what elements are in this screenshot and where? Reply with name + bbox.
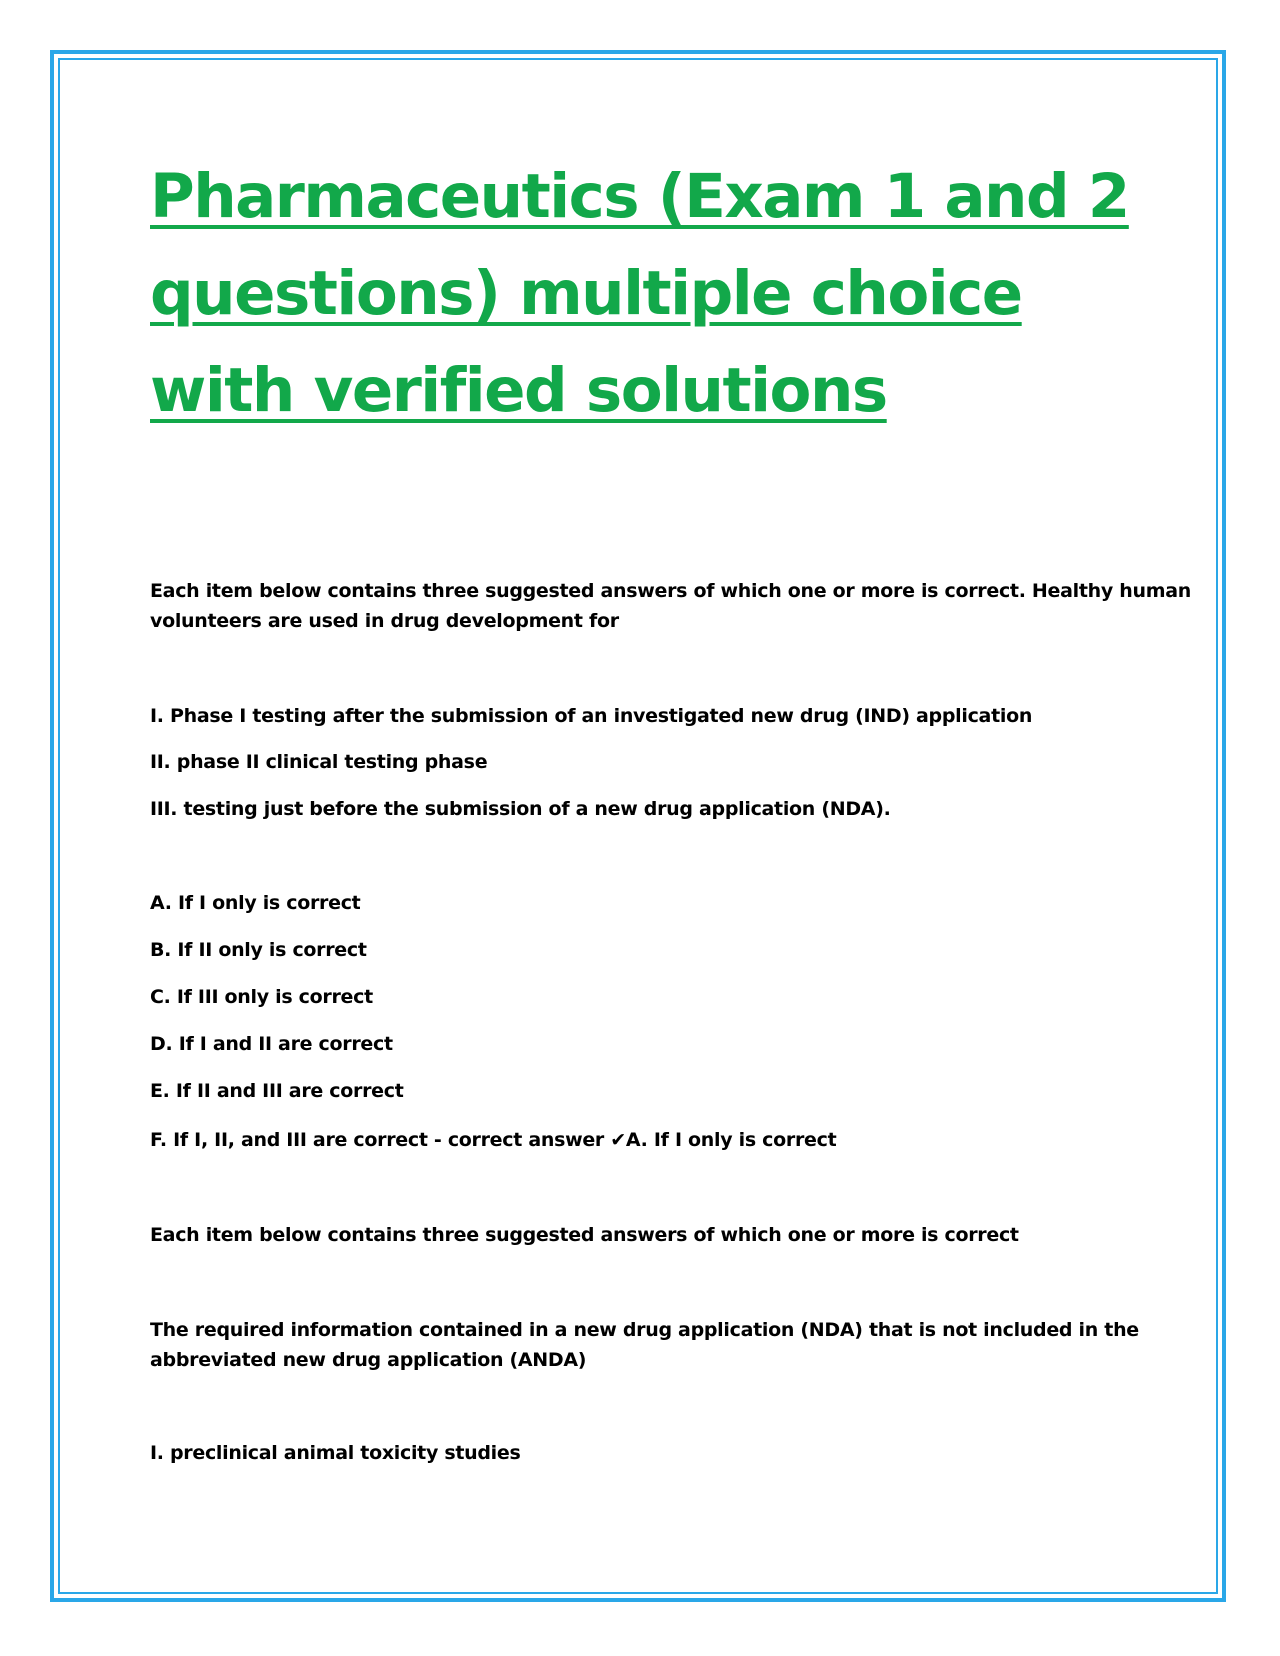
question-1-statement-3: III. testing just before the submission of a new drug application (NDA). xyxy=(150,798,891,820)
title-line-2: questions) multiple choice xyxy=(150,258,1022,329)
question-1-option-f-answer: F. If I, II, and III are correct - correct answer ✔A. If I only is correct xyxy=(150,1129,837,1151)
question-1-statement-1: I. Phase I testing after the submission of an investigated new drug (IND) application xyxy=(150,705,1033,727)
question-1-intro-line-2: volunteers are used in drug development for xyxy=(150,610,619,632)
document-title xyxy=(150,148,1150,439)
title-line-1: Pharmaceutics (Exam 1 and 2 xyxy=(150,161,1129,232)
question-1-option-b: B. If II only is correct xyxy=(150,939,367,961)
question-2-text-line-2: abbreviated new drug application (ANDA) xyxy=(150,1349,587,1371)
question-1-statement-2: II. phase II clinical testing phase xyxy=(150,751,488,773)
question-1-option-c: C. If III only is correct xyxy=(150,986,373,1008)
question-1-intro-line-1: Each item below contains three suggested answers of which one or more is correct. Healthy human xyxy=(150,580,1191,602)
question-2-text-line-1: The required information contained in a new drug application (NDA) that is not included in the xyxy=(150,1319,1139,1341)
question-2-intro: Each item below contains three suggested answers of which one or more is correct xyxy=(150,1224,1019,1246)
question-1-option-a: A. If I only is correct xyxy=(150,892,361,914)
question-1-option-e: E. If II and III are correct xyxy=(150,1080,404,1102)
question-1-option-d: D. If I and II are correct xyxy=(150,1033,393,1055)
question-2-statement-1: I. preclinical animal toxicity studies xyxy=(150,1442,521,1464)
title-line-3: with verified solutions xyxy=(150,355,887,426)
